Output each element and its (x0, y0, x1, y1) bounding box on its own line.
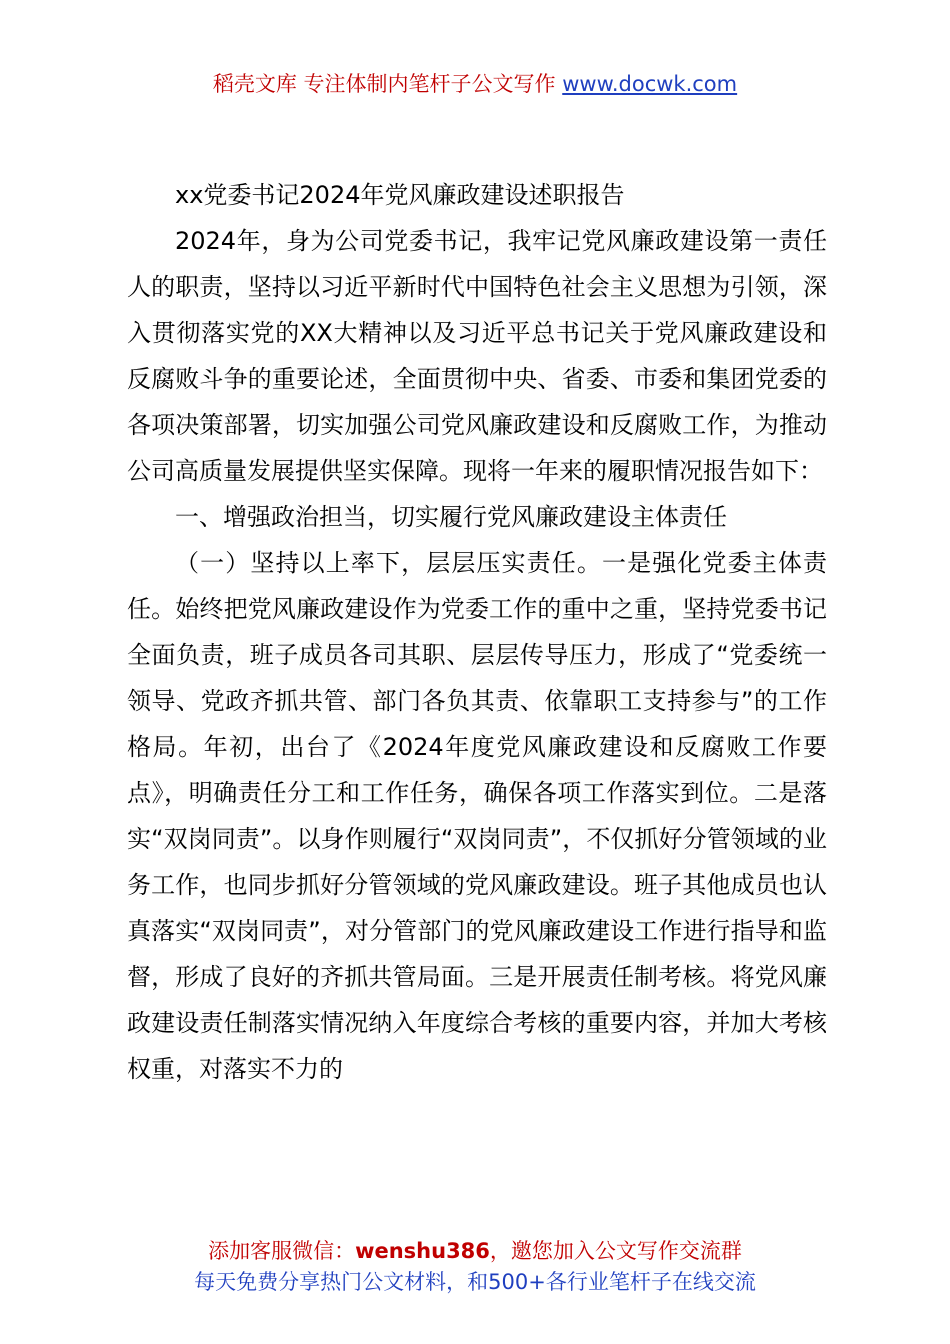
section-heading-1: 一、增强政治担当，切实履行党风廉政建设主体责任 (175, 503, 727, 531)
footer-line-2: 每天免费分享热门公文材料，和500+各行业笔杆子在线交流 (194, 1270, 756, 1294)
page-footer (0, 1236, 950, 1298)
header-site-link[interactable]: www.docwk.com (562, 72, 738, 96)
paragraph-intro: 2024年，身为公司党委书记，我牢记党风廉政建设第一责任人的职责，坚持以习近平新时代中国特色社会主义思想为引领，深入贯彻落实党的XX大精神以及习近平总书记关于党风廉政建设和反腐败斗争的重要论述，全面贯彻中央、省委、市委和集团党委的各项决策部署，切实加强公司党风廉政建设和反腐败工作，为推动公司高质量发展提供坚实保障。现将一年来的履职情况报告如下： (127, 227, 827, 485)
footer-wechat-id: wenshu386 (355, 1239, 490, 1263)
document-title: xx党委书记2024年党风廉政建设述职报告 (175, 181, 625, 209)
footer-wechat-prefix: 添加客服微信： (208, 1239, 356, 1263)
page-header (0, 68, 950, 98)
paragraph-section-1-1: （一）坚持以上率下，层层压实责任。一是强化党委主体责任。始终把党风廉政建设作为党委工作的重中之重，坚持党委书记全面负责，班子成员各司其职、层层传导压力，形成了“党委统一领导、党政齐抓共管、部门各负其责、依靠职工支持参与”的工作格局。年初，出台了《2024年度党风廉政建设和反腐败工作要点》，明确责任分工和工作任务，确保各项工作落实到位。二是落实“双岗同责”。以身作则履行“双岗同责”，不仅抓好分管领域的业务工作，也同步抓好分管领域的党风廉政建设。班子其他成员也认真落实“双岗同责”，对分管部门的党风廉政建设工作进行指导和监督，形成了良好的齐抓共管局面。三是开展责任制考核。将党风廉政建设责任制落实情况纳入年度综合考核的重要内容，并加大考核权重，对落实不力的 (127, 549, 827, 1083)
header-brand: 稻壳文库 专注体制内笔杆子公文写作 (212, 72, 556, 96)
footer-wechat-suffix: ，邀您加入公文写作交流群 (489, 1239, 742, 1263)
document-body (127, 172, 827, 1092)
footer-line-1 (0, 1236, 950, 1267)
